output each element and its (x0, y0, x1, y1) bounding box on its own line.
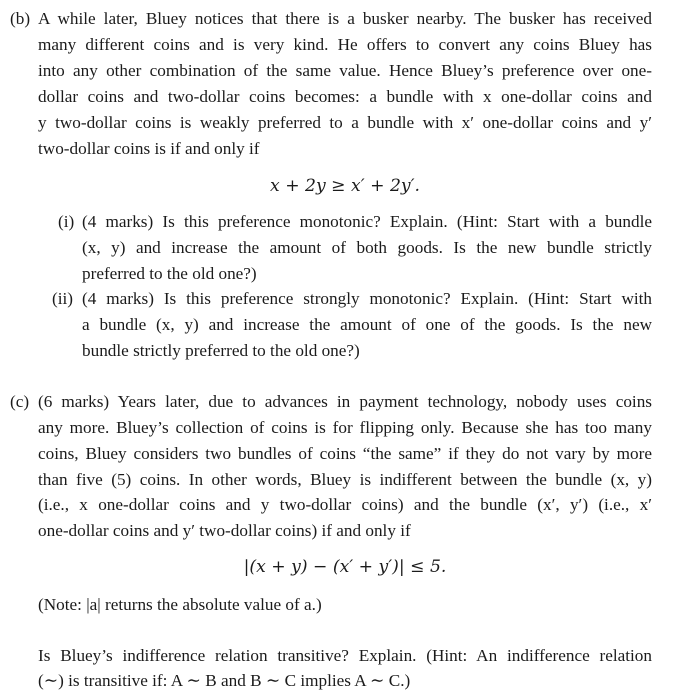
part-b-line-2: many different coins and is very kind. He offers to convert any coins Bluey has (38, 35, 652, 54)
part-c-line-4: than five (5) coins. In other words, Bluey is indifferent between the bundle (x, y) (38, 470, 652, 489)
part-c-equation: |(x + y) − (x′ + y′)| ≤ 5. (243, 557, 447, 577)
sub-ii-line-2: a bundle (x, y) and increase the amount of one of the goods. Is the new (82, 315, 652, 334)
part-b-line-1: A while later, Bluey notices that there is a busker nearby. The busker has received (38, 9, 652, 28)
part-c-line-6: one-dollar coins and y′ two-dollar coins) if and only if (38, 521, 411, 540)
part-b-label: (b) (10, 9, 31, 28)
part-c-question-line-1: Is Bluey’s indifference relation transitive? Explain. (Hint: An indifference relation (38, 646, 652, 665)
sub-i-line-3: preferred to the old one?) (82, 264, 257, 283)
part-c-question-line-2: (∼) is transitive if: A ∼ B and B ∼ C implies A ∼ C.) (38, 671, 411, 690)
part-b-line-3: into any other combination of the same value. Hence Bluey’s preference over one- (38, 61, 652, 80)
part-c-line-1: (6 marks) Years later, due to advances in payment technology, nobody uses coins (38, 392, 652, 411)
sub-ii-line-3: bundle strictly preferred to the old one?) (82, 341, 360, 360)
part-b-line-6: two-dollar coins is if and only if (38, 139, 260, 158)
sub-i-line-1: (4 marks) Is this preference monotonic? Explain. (Hint: Start with a bundle (82, 212, 652, 231)
part-c-line-5: (i.e., x one-dollar coins and y two-dollar coins) and the bundle (x′, y′) (i.e., x′ (38, 495, 652, 514)
sub-i-label: (i) (58, 212, 75, 231)
part-c-line-2: any more. Bluey’s collection of coins is for flipping only. Because she has too many (38, 418, 652, 437)
part-b-equation: x + 2y ≥ x′ + 2y′. (270, 176, 420, 196)
sub-ii-line-1: (4 marks) Is this preference strongly monotonic? Explain. (Hint: Start with (82, 289, 652, 308)
part-b-line-4: dollar coins and two-dollar coins becomes: a bundle with x one-dollar coins and (38, 87, 652, 106)
part-c-note: (Note: |a| returns the absolute value of a.) (38, 595, 322, 614)
part-b-line-5: y two-dollar coins is weakly preferred to a bundle with x′ one-dollar coins and y′ (38, 113, 652, 132)
part-c-label: (c) (10, 392, 30, 411)
part-c-line-3: coins, Bluey considers two bundles of coins “the same” if they do not vary by more (38, 444, 652, 463)
sub-i-line-2: (x, y) and increase the amount of both goods. Is the new bundle strictly (82, 238, 652, 257)
sub-ii-label: (ii) (52, 289, 73, 308)
